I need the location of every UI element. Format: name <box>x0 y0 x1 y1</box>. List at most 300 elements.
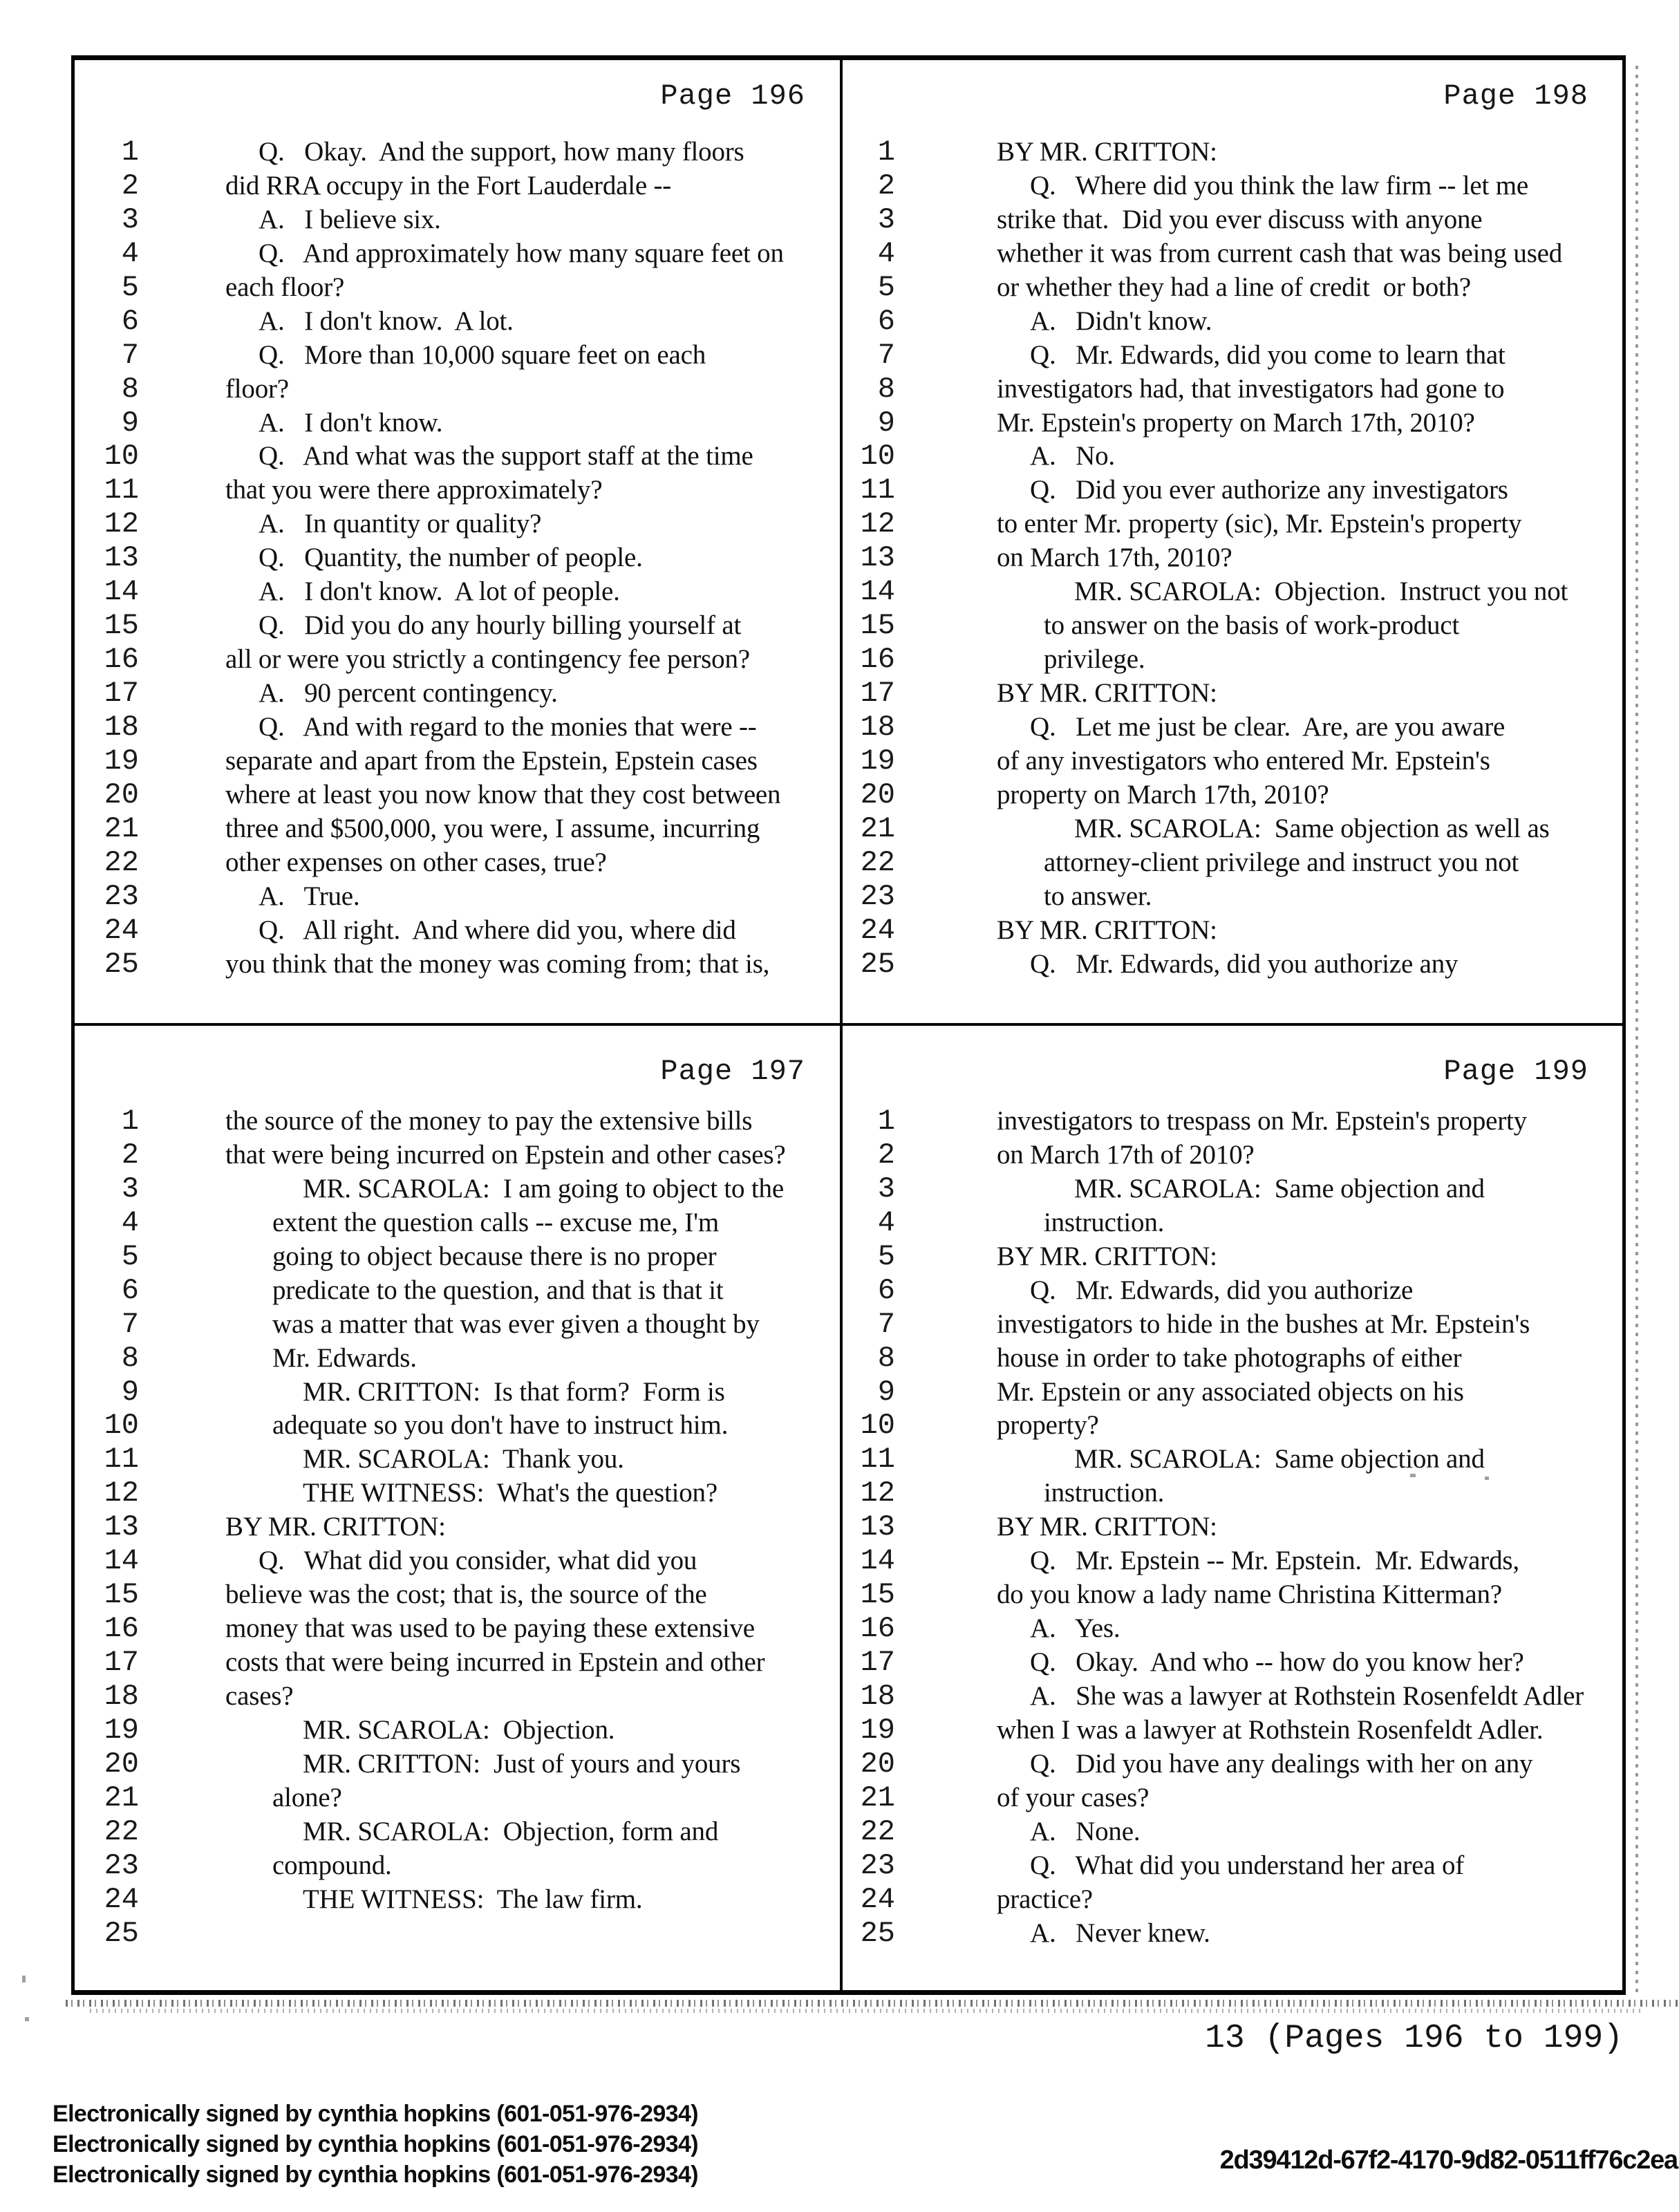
line-number: 24 <box>104 913 139 947</box>
line-text: predicate to the question, and that is that it <box>272 1275 724 1305</box>
line-number: 2 <box>877 169 895 203</box>
signature-line: Electronically signed by cynthia hopkins (601-051-976-2934) <box>53 2131 698 2157</box>
line-text: Q. Mr. Edwards, did you authorize any <box>1030 948 1458 979</box>
line-number: 16 <box>860 643 895 677</box>
line-text: property on March 17th, 2010? <box>997 779 1329 809</box>
line-text: A. I don't know. A lot. <box>259 306 514 336</box>
line-number: 8 <box>121 372 139 406</box>
line-number: 22 <box>860 845 895 879</box>
line-number: 18 <box>860 1679 895 1713</box>
line-text: you think that the money was coming from; that is, <box>225 948 770 979</box>
line-text: Q. Okay. And who -- how do you know her? <box>1030 1647 1524 1677</box>
line-number: 17 <box>104 1646 139 1679</box>
quadrant-page-198 <box>843 60 1623 1021</box>
line-number: 23 <box>860 1848 895 1882</box>
line-number: 9 <box>121 406 139 440</box>
line-text: Q. What did you understand her area of <box>1030 1850 1465 1880</box>
line-text: Mr. Edwards. <box>272 1342 417 1373</box>
line-number: 1 <box>877 1105 895 1138</box>
transcript-line <box>71 845 840 879</box>
transcript-line <box>71 641 840 675</box>
line-text: Q. Did you ever authorize any investigators <box>1030 475 1508 505</box>
line-text: A. She was a lawyer at Rothstein Rosenfeldt Adler <box>1030 1680 1584 1711</box>
line-number: 13 <box>104 1510 139 1544</box>
line-text: cases? <box>225 1680 294 1711</box>
transcript-line <box>71 168 840 202</box>
line-number: 14 <box>860 1544 895 1578</box>
line-number: 21 <box>860 812 895 845</box>
line-number: 25 <box>860 1916 895 1950</box>
transcript-line <box>843 1407 1623 1441</box>
line-number: 1 <box>121 1105 139 1138</box>
transcript-line <box>71 1475 840 1509</box>
line-number: 21 <box>104 812 139 845</box>
transcript-line <box>71 879 840 912</box>
line-text: floor? <box>225 373 289 404</box>
line-text: A. 90 percent contingency. <box>259 678 558 708</box>
line-text: strike that. Did you ever discuss with anyone <box>997 204 1483 234</box>
line-text: Q. Mr. Edwards, did you come to learn that <box>1030 339 1506 370</box>
line-text: investigators to trespass on Mr. Epstein's property <box>997 1106 1527 1136</box>
transcript-line <box>843 1543 1623 1577</box>
line-number: 7 <box>877 1307 895 1341</box>
line-number: 13 <box>104 541 139 575</box>
line-text: MR. CRITTON: Just of yours and yours <box>303 1748 741 1779</box>
transcript-line <box>843 506 1623 540</box>
line-number: 18 <box>104 710 139 744</box>
line-number: 3 <box>877 1172 895 1206</box>
line-number: 10 <box>104 1409 139 1443</box>
transcript-line <box>71 1103 840 1137</box>
line-number: 19 <box>104 744 139 778</box>
scan-noise-column <box>1635 66 1638 1994</box>
line-text: extent the question calls -- excuse me, I'm <box>272 1207 720 1237</box>
transcript-line <box>843 1611 1623 1644</box>
transcript-line <box>71 709 840 743</box>
line-text: MR. SCAROLA: Objection. Instruct you not <box>1074 577 1568 607</box>
line-number: 4 <box>121 1206 139 1239</box>
line-number: 7 <box>121 338 139 372</box>
line-text: Mr. Epstein or any associated objects on his <box>997 1376 1464 1407</box>
quadrant-page-197 <box>71 1026 840 1991</box>
line-text: A. I believe six. <box>259 204 441 234</box>
transcript-line <box>71 1407 840 1441</box>
line-list <box>71 1103 840 1949</box>
transcript-line <box>71 1814 840 1848</box>
transcript-line <box>71 1577 840 1611</box>
line-number: 2 <box>877 1138 895 1172</box>
line-text: A. No. <box>1030 441 1115 471</box>
line-number: 21 <box>860 1781 895 1815</box>
transcript-line <box>71 946 840 980</box>
line-text: Q. Okay. And the support, how many floors <box>259 137 744 167</box>
transcript-line <box>71 405 840 439</box>
transcript-line <box>71 1543 840 1577</box>
line-number: 6 <box>877 304 895 338</box>
line-number: 5 <box>877 1239 895 1273</box>
line-number: 9 <box>877 406 895 440</box>
transcript-line <box>843 1577 1623 1611</box>
line-text: THE WITNESS: What's the question? <box>303 1478 717 1508</box>
line-number: 1 <box>121 135 139 169</box>
line-number: 20 <box>104 1747 139 1781</box>
line-text: A. Never knew. <box>1030 1918 1210 1948</box>
line-text: A. Didn't know. <box>1030 306 1212 336</box>
line-text: to enter Mr. property (sic), Mr. Epstein's property <box>997 509 1522 539</box>
line-number: 18 <box>104 1679 139 1713</box>
line-text: MR. SCAROLA: Same objection and <box>1074 1173 1485 1203</box>
transcript-line <box>71 1746 840 1780</box>
line-number: 9 <box>877 1375 895 1409</box>
footer-page-range: 13 (Pages 196 to 199) <box>1205 2020 1623 2057</box>
line-number: 20 <box>860 778 895 812</box>
transcript-line <box>843 1171 1623 1205</box>
transcript-line <box>843 1239 1623 1273</box>
transcript-line <box>71 303 840 337</box>
transcript-line <box>843 1746 1623 1780</box>
transcript-line <box>71 202 840 236</box>
transcript-line <box>71 506 840 540</box>
line-text: MR. SCAROLA: Thank you. <box>303 1444 624 1474</box>
line-text: that were being incurred on Epstein and other cases? <box>225 1139 786 1170</box>
transcript-line <box>843 1103 1623 1137</box>
line-number: 3 <box>121 203 139 236</box>
line-number: 15 <box>860 1578 895 1612</box>
line-number: 3 <box>121 1172 139 1206</box>
transcript-line <box>843 1915 1623 1949</box>
transcript-line <box>843 202 1623 236</box>
line-text: Q. Where did you think the law firm -- let me <box>1030 170 1528 200</box>
line-number: 1 <box>877 135 895 169</box>
line-text: Mr. Epstein's property on March 17th, 2010? <box>997 407 1475 438</box>
transcript-line <box>71 1915 840 1949</box>
line-number: 11 <box>104 1443 139 1477</box>
transcript-line <box>71 743 840 777</box>
line-number: 5 <box>877 270 895 304</box>
line-text: MR. SCAROLA: Objection. <box>303 1714 615 1745</box>
line-number: 8 <box>877 1341 895 1375</box>
line-text: BY MR. CRITTON: <box>997 137 1217 167</box>
line-text: Q. Mr. Edwards, did you authorize <box>1030 1275 1414 1305</box>
scan-noise-band <box>66 2000 1679 2007</box>
transcript-line <box>71 1780 840 1814</box>
scan-speck <box>25 2017 29 2021</box>
line-number: 8 <box>877 372 895 406</box>
transcript-line <box>843 337 1623 371</box>
line-list <box>843 134 1623 980</box>
transcript-line <box>843 912 1623 946</box>
line-text: BY MR. CRITTON: <box>225 1512 446 1542</box>
line-number: 25 <box>104 947 139 981</box>
transcript-line <box>71 1205 840 1239</box>
line-number: 12 <box>860 507 895 541</box>
line-text: MR. SCAROLA: Objection, form and <box>303 1816 719 1846</box>
line-text: BY MR. CRITTON: <box>997 678 1217 708</box>
transcript-line <box>843 641 1623 675</box>
line-number: 4 <box>877 1206 895 1239</box>
transcript-line <box>71 1611 840 1644</box>
transcript-line <box>843 540 1623 574</box>
line-number: 19 <box>104 1713 139 1747</box>
line-number: 12 <box>104 507 139 541</box>
line-text: whether it was from current cash that was being used <box>997 238 1563 268</box>
line-text: where at least you now know that they cost between <box>225 779 781 809</box>
line-number: 7 <box>121 1307 139 1341</box>
transcript-line <box>843 472 1623 506</box>
line-text: the source of the money to pay the extensive bills <box>225 1106 753 1136</box>
line-text: believe was the cost; that is, the source of the <box>225 1580 707 1610</box>
line-number: 21 <box>104 1781 139 1815</box>
line-text: MR. SCAROLA: I am going to object to the <box>303 1173 784 1203</box>
line-number: 16 <box>860 1612 895 1646</box>
quadrant-page-196 <box>71 60 840 1021</box>
line-number: 20 <box>104 778 139 812</box>
transcript-line <box>71 1441 840 1475</box>
line-number: 10 <box>860 440 895 474</box>
line-number: 17 <box>860 1646 895 1679</box>
line-text: all or were you strictly a contingency fee person? <box>225 644 750 675</box>
transcript-line <box>71 270 840 303</box>
scan-noise-band <box>90 2009 1645 2013</box>
transcript-line <box>71 371 840 405</box>
line-number: 11 <box>860 474 895 507</box>
line-text: costs that were being incurred in Epstein and other <box>225 1647 765 1677</box>
transcript-line <box>71 472 840 506</box>
line-text: was a matter that was ever given a thought by <box>272 1309 760 1339</box>
line-text: Q. And approximately how many square feet on <box>259 238 784 268</box>
line-number: 15 <box>860 609 895 643</box>
line-text: Q. What did you consider, what did you <box>259 1546 697 1576</box>
line-text: Q. And what was the support staff at the time <box>259 441 753 471</box>
line-text: MR. SCAROLA: Same objection as well as <box>1074 813 1550 843</box>
page-title: Page 196 <box>660 79 805 113</box>
line-number: 6 <box>121 304 139 338</box>
line-number: 13 <box>860 541 895 575</box>
line-number: 10 <box>860 1409 895 1443</box>
line-text: A. Yes. <box>1030 1613 1120 1644</box>
page-title: Page 199 <box>1443 1055 1588 1088</box>
transcript-line <box>71 811 840 845</box>
line-number: 23 <box>104 1848 139 1882</box>
transcript-line <box>843 1509 1623 1543</box>
transcript-line <box>843 709 1623 743</box>
transcript-line <box>843 608 1623 641</box>
line-number: 3 <box>877 203 895 236</box>
line-number: 14 <box>860 575 895 609</box>
line-text: house in order to take photographs of either <box>997 1342 1462 1373</box>
line-text: compound. <box>272 1850 392 1880</box>
line-text: of any investigators who entered Mr. Epstein's <box>997 745 1490 776</box>
line-number: 6 <box>121 1273 139 1307</box>
transcript-line <box>71 134 840 168</box>
line-number: 24 <box>860 913 895 947</box>
line-text: MR. SCAROLA: Same objection and <box>1074 1444 1485 1474</box>
transcript-line <box>71 337 840 371</box>
transcript-line <box>71 1678 840 1712</box>
line-text: on March 17th of 2010? <box>997 1139 1255 1170</box>
line-text: instruction. <box>1044 1478 1165 1508</box>
transcript-line <box>71 1712 840 1746</box>
page-title: Page 198 <box>1443 79 1588 113</box>
line-number: 9 <box>121 1375 139 1409</box>
line-number: 17 <box>104 677 139 710</box>
line-text: A. I don't know. <box>259 407 443 438</box>
line-number: 13 <box>860 1510 895 1544</box>
line-number: 4 <box>121 236 139 270</box>
transcript-line <box>843 1441 1623 1475</box>
line-text: Q. All right. And where did you, where did <box>259 915 736 945</box>
line-number: 12 <box>104 1477 139 1510</box>
transcript-line <box>843 1678 1623 1712</box>
line-number: 19 <box>860 1713 895 1747</box>
transcript-line <box>843 946 1623 980</box>
transcript-line <box>843 1780 1623 1814</box>
transcript-line <box>843 1306 1623 1340</box>
line-number: 23 <box>104 879 139 913</box>
transcript-line <box>71 912 840 946</box>
line-number: 15 <box>104 609 139 643</box>
line-text: Q. More than 10,000 square feet on each <box>259 339 706 370</box>
line-text: BY MR. CRITTON: <box>997 1512 1217 1542</box>
document-id: 2d39412d-67f2-4170-9d82-0511ff76c2ea <box>1219 2146 1678 2175</box>
transcript-line <box>843 1848 1623 1882</box>
line-number: 2 <box>121 1138 139 1172</box>
line-text: A. In quantity or quality? <box>259 509 542 539</box>
transcript-line <box>71 540 840 574</box>
transcript-line <box>71 1882 840 1915</box>
line-number: 7 <box>877 338 895 372</box>
line-number: 16 <box>104 1612 139 1646</box>
line-text: did RRA occupy in the Fort Lauderdale -- <box>225 170 672 200</box>
line-number: 14 <box>104 1544 139 1578</box>
transcript-line <box>843 1712 1623 1746</box>
transcript-line <box>71 675 840 709</box>
line-text: property? <box>997 1410 1099 1441</box>
transcript-line <box>843 1814 1623 1848</box>
transcript-line <box>843 1882 1623 1915</box>
line-text: Q. Let me just be clear. Are, are you aware <box>1030 711 1506 742</box>
line-number: 17 <box>860 677 895 710</box>
transcript-line <box>843 1340 1623 1374</box>
transcript-line <box>843 574 1623 608</box>
line-text: investigators had, that investigators had gone to <box>997 373 1505 404</box>
line-text: Q. Mr. Epstein -- Mr. Epstein. Mr. Edwards, <box>1030 1546 1519 1576</box>
transcript-line <box>71 574 840 608</box>
line-number: 22 <box>104 1815 139 1848</box>
line-text: on March 17th, 2010? <box>997 543 1232 573</box>
line-number: 16 <box>104 643 139 677</box>
line-number: 20 <box>860 1747 895 1781</box>
line-number: 15 <box>104 1578 139 1612</box>
line-number: 5 <box>121 270 139 304</box>
line-text: that you were there approximately? <box>225 475 603 505</box>
line-list <box>843 1103 1623 1949</box>
transcript-line <box>71 1171 840 1205</box>
line-text: to answer on the basis of work-product <box>1044 610 1460 641</box>
line-text: Q. Did you do any hourly billing yourself at <box>259 610 742 641</box>
transcript-line <box>843 405 1623 439</box>
line-number: 24 <box>104 1882 139 1916</box>
line-text: alone? <box>272 1782 342 1812</box>
scan-speck <box>1485 1477 1489 1480</box>
transcript-line <box>843 1273 1623 1306</box>
line-text: BY MR. CRITTON: <box>997 1241 1217 1271</box>
line-number: 2 <box>121 169 139 203</box>
line-text: privilege. <box>1044 644 1145 675</box>
line-number: 25 <box>860 947 895 981</box>
scan-speck <box>1410 1474 1416 1477</box>
line-number: 11 <box>104 474 139 507</box>
line-text: practice? <box>997 1884 1093 1914</box>
line-text: BY MR. CRITTON: <box>997 915 1217 945</box>
transcript-line <box>843 743 1623 777</box>
transcript-line <box>843 777 1623 811</box>
line-text: A. I don't know. A lot of people. <box>259 577 620 607</box>
line-text: when I was a lawyer at Rothstein Rosenfeldt Adler. <box>997 1714 1544 1745</box>
line-number: 8 <box>121 1341 139 1375</box>
transcript-line <box>71 1509 840 1543</box>
transcript-line <box>71 236 840 270</box>
line-text: to answer. <box>1044 881 1152 911</box>
line-number: 19 <box>860 744 895 778</box>
line-text: A. True. <box>259 881 360 911</box>
transcript-line <box>71 438 840 472</box>
transcript-line <box>843 879 1623 912</box>
transcript-line <box>71 1848 840 1882</box>
line-number: 4 <box>877 236 895 270</box>
transcript-line <box>843 1475 1623 1509</box>
line-number: 22 <box>860 1815 895 1848</box>
line-number: 10 <box>104 440 139 474</box>
line-text: do you know a lady name Christina Kitterman? <box>997 1580 1502 1610</box>
transcript-line <box>843 1644 1623 1678</box>
line-text: instruction. <box>1044 1207 1165 1237</box>
transcript-line <box>843 675 1623 709</box>
line-number: 5 <box>121 1239 139 1273</box>
transcript-line <box>71 1239 840 1273</box>
line-text: adequate so you don't have to instruct him. <box>272 1410 729 1441</box>
line-text: or whether they had a line of credit or both? <box>997 272 1472 302</box>
line-number: 6 <box>877 1273 895 1307</box>
line-number: 24 <box>860 1882 895 1916</box>
transcript-line <box>71 777 840 811</box>
line-text: A. None. <box>1030 1816 1141 1846</box>
signature-block <box>53 2099 698 2190</box>
signature-line: Electronically signed by cynthia hopkins (601-051-976-2934) <box>53 2101 698 2127</box>
transcript-line <box>71 1306 840 1340</box>
transcript-line <box>843 1137 1623 1171</box>
line-number: 12 <box>860 1477 895 1510</box>
line-text: money that was used to be paying these extensive <box>225 1613 755 1644</box>
transcript-line <box>71 1137 840 1171</box>
transcript-line <box>843 303 1623 337</box>
quadrant-page-199 <box>843 1026 1623 1991</box>
line-number: 25 <box>104 1916 139 1950</box>
line-number: 18 <box>860 710 895 744</box>
line-number: 11 <box>860 1443 895 1477</box>
transcript-line <box>843 168 1623 202</box>
line-text: other expenses on other cases, true? <box>225 847 607 877</box>
line-list <box>71 134 840 980</box>
transcript-line <box>71 1340 840 1374</box>
line-text: three and $500,000, you were, I assume, incurring <box>225 813 760 843</box>
line-text: investigators to hide in the bushes at Mr. Epstein's <box>997 1309 1530 1339</box>
line-text: Q. And with regard to the monies that were -- <box>259 711 757 742</box>
transcript-line <box>843 270 1623 303</box>
line-text: of your cases? <box>997 1782 1150 1812</box>
line-text: each floor? <box>225 272 345 302</box>
line-text: MR. CRITTON: Is that form? Form is <box>303 1376 725 1407</box>
